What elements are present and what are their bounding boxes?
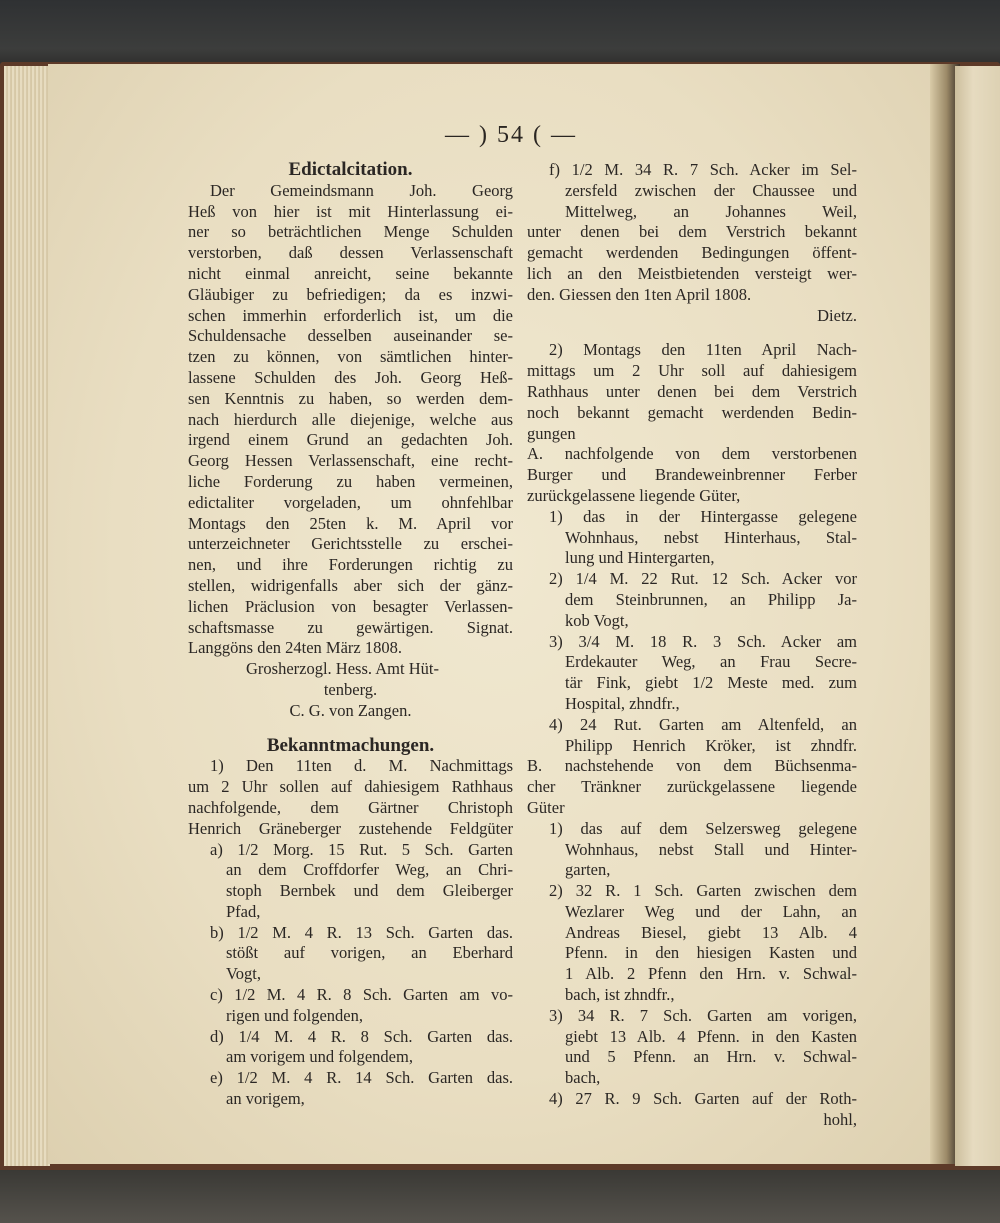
text-line: 1) das in der Hintergasse gelegene [549,506,857,526]
text-line: nicht einmal anreicht, seine bekannte [188,263,513,283]
text-line: nen, und ihre Forderungen richtig zu [188,555,513,575]
text-line: 4) 24 Rut. Garten am Altenfeld, an [549,714,857,734]
text-line: Vogt, [226,964,261,984]
text-line: an vorigem, [226,1089,305,1109]
text-line: mittags um 2 Uhr soll auf dahiesigem [527,361,857,381]
text-line: hohl, [823,1109,857,1129]
text-line: Pfad, [226,901,261,921]
text-line: lichen Präclusion von besagter Verlassen- [188,596,513,616]
text-line: gungen [527,423,576,443]
right-column [527,160,857,1131]
text-line: 2) Montags den 11ten April Nach- [549,340,857,360]
text-line: Pfenn. in den hiesigen Kasten und [565,943,857,963]
text-line: garten, [565,860,611,880]
text-line: Rathhaus unter denen bei dem Verstrich [527,381,857,401]
text-line: lassene Schulden des Joh. Georg Heß- [188,367,513,387]
paragraph-gap [527,326,857,340]
text-line: b) 1/2 M. 4 R. 13 Sch. Garten das. [210,922,513,942]
text-line: cher Tränkner zurückgelassene liegende [527,777,857,797]
text-line: Wohnhaus, nebst Hinterhaus, Stal- [565,527,857,547]
text-line: A. nachfolgende von dem verstorbenen [527,444,857,464]
page-number-header: — ) 54 ( — [445,122,577,148]
text-line: Grosherzogl. Hess. Amt Hüt- [246,659,439,679]
text-line: um 2 Uhr sollen auf dahiesigem Rathhaus [188,777,513,797]
section-heading: Edictalcitation. [288,159,413,180]
text-line: dem Steinbrunnen, an Philipp Ja- [565,589,857,609]
text-line: schen immerhin erforderlich ist, um die [188,305,513,325]
text-line: unterzeichneter Gerichtsstelle zu erschei- [188,534,513,554]
text-line: ner so beträchtlichen Menge Schulden [188,222,513,242]
text-line: 4) 27 R. 9 Sch. Garten auf der Roth- [549,1089,857,1109]
text-line: giebt 13 Alb. 4 Pfenn. in den Kasten [565,1026,857,1046]
text-line: B. nachstehende von dem Büchsenma- [527,756,857,776]
text-line: Henrich Gräneberger zustehende Feldgüter [188,818,513,838]
text-line: stoph Bernbek und dem Gleiberger [226,881,513,901]
text-line: bach, ist zhndfr., [565,985,675,1005]
text-line: tär Fink, giebt 1/2 Meste med. zum [565,673,857,693]
text-line: 3) 3/4 M. 18 R. 3 Sch. Acker am [549,631,857,651]
text-line: unter denen bei dem Verstrich bekannt [527,222,857,242]
text-line: verstorben, daß dessen Verlassenschaft [188,243,513,263]
text-line: Mittelweg, an Johannes Weil, [565,201,857,221]
text-line: nachfolgende, dem Gärtner Christoph [188,797,513,817]
text-line: liche Forderung zu haben vermeinen, [188,471,513,491]
text-line: noch bekannt gemacht werdenden Bedin- [527,402,857,422]
text-line: Montags den 25ten k. M. April vor [188,513,513,533]
text-line: 2) 1/4 M. 22 Rut. 12 Sch. Acker vor [549,569,857,589]
text-line: kob Vogt, [565,610,629,630]
text-line: f) 1/2 M. 34 R. 7 Sch. Acker im Sel- [549,160,857,179]
section-heading: Bekanntmachungen. [266,734,435,756]
text-line: 1) Den 11ten d. M. Nachmittags [210,756,513,776]
text-line: zurückgelassene liegende Güter, [527,485,741,505]
text-line: Der Gemeindsmann Joh. Georg [210,180,513,200]
text-line: Georg Hessen Verlassenschaft, eine recht- [188,451,513,471]
text-line: sen Kenntnis zu haben, so werden dem- [188,388,513,408]
text-line: e) 1/2 M. 4 R. 14 Sch. Garten das. [210,1068,513,1088]
text-line: 3) 34 R. 7 Sch. Garten am vorigen, [549,1005,857,1025]
text-line: zersfeld zwischen der Chaussee und [565,180,857,200]
text-line: den. Giessen den 1ten April 1808. [527,284,752,304]
text-line: a) 1/2 Morg. 15 Rut. 5 Sch. Garten [210,839,513,859]
text-line: lung und Hintergarten, [565,548,715,568]
text-line: irgend einem Grund an gedachten Joh. [188,430,513,450]
text-line: Andreas Biesel, giebt 13 Alb. 4 [565,922,857,942]
text-line: c) 1/2 M. 4 R. 8 Sch. Garten am vo- [210,985,513,1005]
text-line: Philipp Henrich Kröker, ist zhndfr. [565,735,857,755]
text-line: Erdekauter Weg, an Frau Secre- [565,652,857,672]
text-line: tenberg. [323,679,378,699]
text-line: stellen, widrigenfalls aber sich der gänz- [188,575,513,595]
text-line: Burger und Brandeweinbrenner Ferber [527,465,857,485]
scanner-background-top [0,0,1000,70]
text-line: Langgöns den 24ten März 1808. [188,638,402,658]
text-line: C. G. von Zangen. [289,700,412,720]
text-line: und 5 Pfenn. an Hrn. v. Schwal- [565,1047,857,1067]
text-line: nach hierdurch alle diejenige, welche aus [188,409,513,429]
text-line: 1) das auf dem Selzersweg gelegene [549,818,857,838]
text-line: Wohnhaus, nebst Stall und Hinter- [565,839,857,859]
scanner-background-bottom [0,1170,1000,1223]
text-line: Gläubiger zu befriedigen; da es inzwi- [188,284,513,304]
next-page-edge [955,66,1000,1166]
text-line: edictaliter vorgeladen, um ohnfehlbar [188,492,513,512]
text-line: stößt auf vorigen, an Eberhard [226,943,513,963]
text-line: am vorigem und folgendem, [226,1047,413,1067]
paragraph-gap [188,722,513,736]
text-line: schaftsmasse zu gewärtigen. Signat. [188,617,513,637]
text-line: Dietz. [817,305,857,325]
left-column [188,160,513,1110]
text-line: Hospital, zhndfr., [565,693,680,713]
text-line: bach, [565,1068,601,1088]
page-stack-edges [4,66,50,1166]
text-line: Güter [527,797,565,817]
text-line: 2) 32 R. 1 Sch. Garten zwischen dem [549,881,857,901]
text-line: Wezlarer Weg und der Lahn, an [565,901,857,921]
text-line: Schuldensache desselben auseinander se- [188,326,513,346]
text-line: an dem Croffdorfer Weg, an Chri- [226,860,513,880]
text-line: lich an den Meistbietenden versteigt wer- [527,263,857,283]
text-line: tzen zu können, von sämtlichen hinter- [188,347,513,367]
text-line: Heß von hier ist mit Hinterlassung ei- [188,201,513,221]
text-line: gemacht werdenden Bedingungen öffent- [527,243,857,263]
text-line: 1 Alb. 2 Pfenn den Hrn. v. Schwal- [565,964,857,984]
text-line: rigen und folgenden, [226,1005,364,1025]
text-line: d) 1/4 M. 4 R. 8 Sch. Garten das. [210,1026,513,1046]
